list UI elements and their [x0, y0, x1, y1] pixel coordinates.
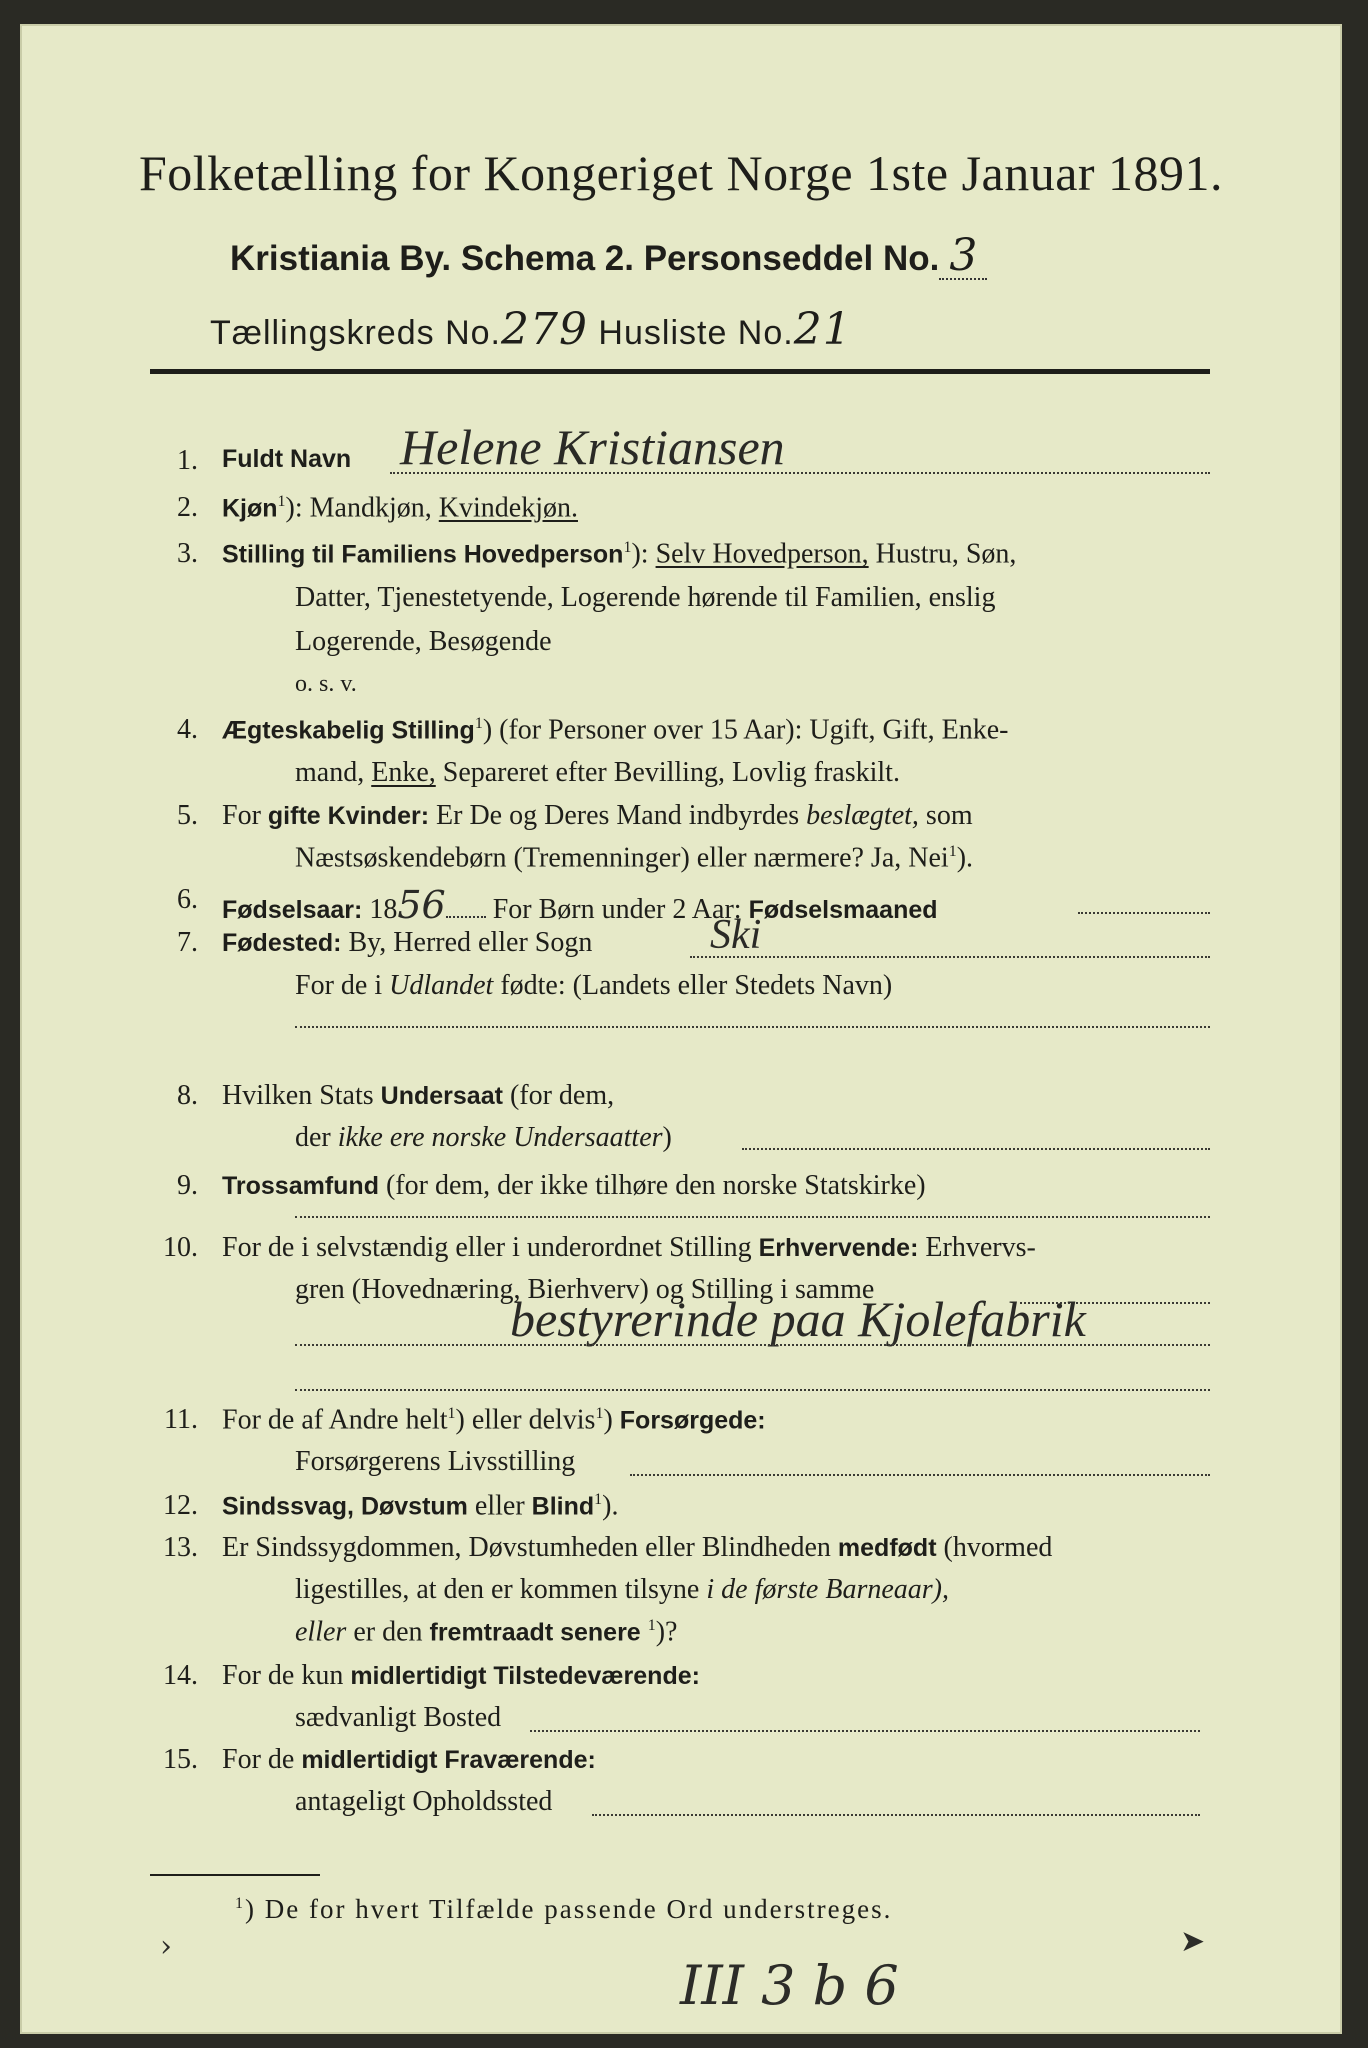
header-rule: [150, 369, 1210, 374]
birth-year-value: 56: [397, 883, 446, 927]
census-form: Folketælling for Kongeriget Norge 1ste Januar 1891. Kristiania By. Schema 2. Personseddel No. 3 Tællingskreds No.279 Husliste No.21 1. Fuldt Navn Helene Kristiansen 2. Kjøn$^1$): Mandkjøn, Kvindekjøn. 3. Stilling til Familiens Hovedperson$^1$): Selv Hovedperson, Hustru, Søn, Datter, Tjenestetyende, Logerende hørende til Familien, enslig Logerende, Besøgende o. s. v. 4. Ægteskabelig Stilling$^1$) (for Personer over 15 Aar): Ugift, Gift, Enke- mand, Enke, Separeret efter Bevilling, Lovlig fraskilt. 5. For gifte Kvinder: Er De og Deres Mand indbyrdes beslægtet, som Næstsøskendebørn (Tremenninger) eller nærmere? Ja, Nei$^1$). 6. Fødselsaar: 1856 For Børn under 2 Aar: Fødselsmaaned 7. Fødested: By, Herred eller Sogn Ski For de i Udlandet fødte: (Landets eller Stedets Navn) 8. Hvilken Stats Undersaat (for dem, der ikke ere norske Undersaatter) 9. Trossamfund (for dem, der ikke tilhøre den norske Statskirke) 10. For de i selvstændig eller i underordnet Stilling Erhvervende: Erhvervs- gren (Hovednæring, Bierhverv) og Stilling i samme bestyrerinde paa Kjolefabrik 11. For de af Andre helt$^1$) eller delvis$^1$) Forsørgede: Forsørgerens Livsstilling 12. Sindssvag, Døvstum eller Blind$^1$). 13. Er Sindssygdommen, Døvstumheden eller Blindheden medfødt (hvormed ligestilles, at den er kommen tilsyne i de første Barneaar), eller er den fremtraadt senere $^1$)? 14. For de kun midlertidigt Tilstedeværende: sædvanligt Bosted 15. For de midlertidigt Fraværende: antageligt Opholdssted $^1$) De for hvert Tilfælde passende Ord understreges. III 3 b 6 › ➤: [20, 24, 1342, 2034]
kreds-number: 279: [500, 304, 588, 355]
q3-line2: Datter, Tjenestetyende, Logerende hørende til Familien, enslig: [295, 582, 996, 613]
person-number: 3: [949, 230, 978, 281]
q6-dots: [1078, 912, 1210, 914]
q10-dots2: [295, 1344, 1210, 1346]
margin-mark: ›: [160, 1929, 172, 1964]
q8-dots: [742, 1148, 1210, 1150]
margin-arrow: ➤: [1180, 1924, 1206, 1959]
schema-line: Kristiania By. Schema 2. Personseddel No. 3: [230, 230, 987, 281]
q1-dots: [390, 472, 1210, 474]
q9-dots: [295, 1216, 1210, 1218]
q4-line2: mand, Enke, Separeret efter Bevilling, Lovlig fraskilt.: [295, 757, 900, 788]
form-title: Folketælling for Kongeriget Norge 1ste Januar 1891.: [138, 145, 1224, 201]
q11-dots: [630, 1474, 1210, 1476]
q15-dots: [592, 1814, 1200, 1816]
footnote: $^1$) De for hvert Tilfælde passende Ord understreges.: [235, 1894, 893, 1924]
q13-line2: ligestilles, at den er kommen tilsyne i de første Barneaar),: [295, 1574, 949, 1605]
q14-line2: sædvanligt Bosted: [295, 1702, 502, 1733]
archive-number: III 3 b 6: [680, 1954, 899, 2017]
q3-line3: Logerende, Besøgende: [295, 626, 552, 657]
kreds-line: Tællingskreds No.279 Husliste No.21: [210, 304, 852, 355]
q11-line2: Forsørgerens Livsstilling: [295, 1446, 576, 1477]
q7-dots2: [295, 1026, 1210, 1028]
q13-line3: eller er den fremtraadt senere $^1$)?: [295, 1616, 678, 1648]
q1-name-value: Helene Kristiansen: [400, 419, 785, 475]
q7-dots: [690, 956, 1210, 958]
footnote-rule: [150, 1874, 320, 1876]
q15-line2: antageligt Opholdssted: [295, 1786, 553, 1817]
birthplace-value: Ski: [710, 912, 762, 958]
q10-dots3: [295, 1389, 1210, 1391]
q7-line2: For de i Udlandet fødte: (Landets eller Stedets Navn): [295, 970, 893, 1001]
occupation-value: bestyrerinde paa Kjolefabrik: [510, 1291, 1086, 1347]
husliste-number: 21: [793, 304, 852, 355]
q14-dots: [530, 1730, 1200, 1732]
q10-line2: gren (Hovednæring, Bierhverv) og Stilling i samme: [295, 1274, 875, 1305]
q3-line4: o. s. v.: [295, 671, 357, 697]
q5-line2: Næstsøskendebørn (Tremenninger) eller nærmere? Ja, Nei$^1$).: [295, 842, 974, 874]
q8-line2: der ikke ere norske Undersaatter): [295, 1122, 672, 1153]
